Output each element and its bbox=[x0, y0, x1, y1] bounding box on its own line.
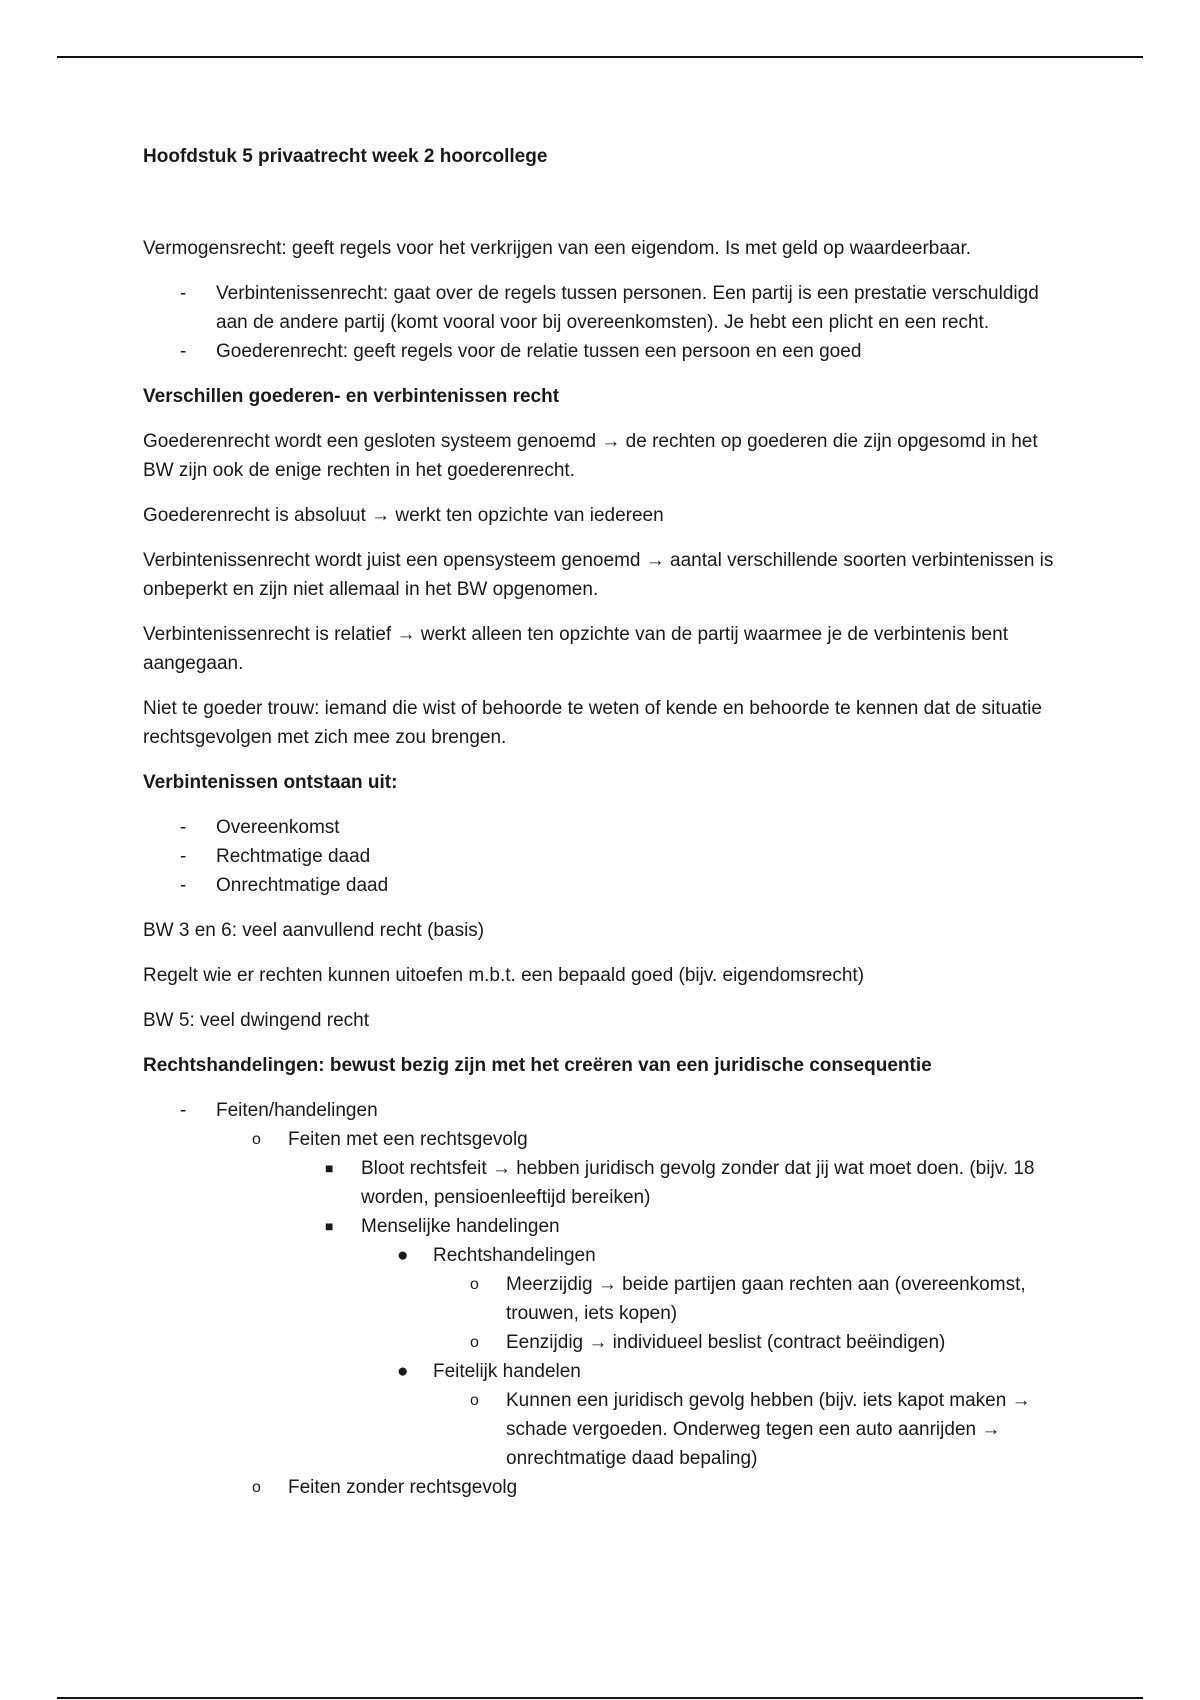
circle-marker: o bbox=[470, 1334, 479, 1351]
paragraph-relatief: Verbintenissenrecht is relatief → werkt alleen ten opzichte van de partij waarmee je de verbintenis bent aangegaan. bbox=[143, 624, 1008, 674]
paragraph-vermogensrecht: Vermogensrecht: geeft regels voor het verkrijgen van een eigendom. Is met geld op waardeerbaar. bbox=[143, 238, 972, 259]
circle-marker: o bbox=[252, 1131, 261, 1148]
paragraph-gesloten: Goederenrecht wordt een gesloten systeem genoemd → de rechten op goederen die zijn opgesomd in het BW zijn ook de enige rechten in het goederenrecht. bbox=[143, 431, 1038, 481]
list-item: o Meerzijdig → beide partijen gaan rechten aan (overeenkomst, trouwen, iets kopen) bbox=[143, 1270, 1073, 1328]
list-item: o Eenzijdig → individueel beslist (contract beëindigen) bbox=[143, 1328, 1073, 1357]
dash-marker: - bbox=[180, 341, 187, 362]
list-item: o Kunnen een juridisch gevolg hebben (bijv. iets kapot maken → schade vergoeden. Onderweg tegen een auto aanrijden → onrechtmatige daad bepaling) bbox=[143, 1386, 1073, 1473]
list-item: o Feiten met een rechtsgevolg bbox=[143, 1125, 1073, 1154]
list-item: ■ Bloot rechtsfeit → hebben juridisch gevolg zonder dat jij wat moet doen. (bijv. 18 worden, pensioenleeftijd bereiken) bbox=[143, 1154, 1073, 1212]
list-item: ■ Menselijke handelingen bbox=[143, 1212, 1073, 1241]
square-marker: ■ bbox=[325, 1218, 334, 1234]
list-item: - Rechtmatige daad bbox=[143, 842, 1073, 871]
dash-marker: - bbox=[180, 846, 187, 867]
list-item: - Feiten/handelingen bbox=[143, 1096, 1073, 1125]
circle-marker: o bbox=[470, 1392, 479, 1409]
circle-marker: o bbox=[252, 1479, 261, 1496]
paragraph-trouw: Niet te goeder trouw: iemand die wist of behoorde te weten of kende en behoorde te kennen dat de situatie rechtsgevolgen met zich mee zou brengen. bbox=[143, 698, 1042, 748]
dash-marker: - bbox=[180, 283, 187, 304]
header-rule bbox=[57, 56, 1143, 58]
outline-list bbox=[143, 1096, 1073, 1502]
dash-marker: - bbox=[180, 1100, 187, 1121]
dash-marker: - bbox=[180, 875, 187, 896]
list-ontstaan bbox=[143, 813, 1073, 900]
paragraph-regelt: Regelt wie er rechten kunnen uitoefen m.b.t. een bepaald goed (bijv. eigendomsrecht) bbox=[143, 965, 865, 986]
list-item: o Feiten zonder rechtsgevolg bbox=[143, 1473, 1073, 1502]
list-item: - Goederenrecht: geeft regels voor de relatie tussen een persoon en een goed bbox=[143, 337, 1073, 366]
list-rechtsgebieden bbox=[143, 279, 1073, 366]
paragraph-open: Verbintenissenrecht wordt juist een opensysteem genoemd → aantal verschillende soorten verbintenissen is onbeperkt en zijn niet allemaal in het BW opgenomen. bbox=[143, 550, 1054, 600]
list-item: ● Rechtshandelingen bbox=[143, 1241, 1073, 1270]
list-item: - Verbintenissenrecht: gaat over de regels tussen personen. Een partij is een prestatie verschuldigd aan de andere partij (komt vooral voor bij overeenkomsten). Je hebt een plicht en een recht. bbox=[143, 279, 1073, 337]
dash-marker: - bbox=[180, 817, 187, 838]
circle-marker: o bbox=[470, 1276, 479, 1293]
square-marker: ■ bbox=[325, 1160, 334, 1176]
list-item: - Overeenkomst bbox=[143, 813, 1073, 842]
document-page bbox=[143, 142, 1073, 1518]
paragraph-bw36: BW 3 en 6: veel aanvullend recht (basis) bbox=[143, 920, 485, 941]
bullet-marker: ● bbox=[397, 1245, 409, 1266]
paragraph-bw5: BW 5: veel dwingend recht bbox=[143, 1010, 370, 1031]
heading-rechtshandelingen: Rechtshandelingen: bewust bezig zijn met het creëren van een juridische consequentie bbox=[143, 1055, 932, 1076]
page-title: Hoofdstuk 5 privaatrecht week 2 hoorcollege bbox=[143, 146, 548, 167]
heading-ontstaan: Verbintenissen ontstaan uit: bbox=[143, 772, 398, 793]
bullet-marker: ● bbox=[397, 1361, 409, 1382]
paragraph-absoluut: Goederenrecht is absoluut → werkt ten opzichte van iedereen bbox=[143, 505, 664, 526]
list-item: - Onrechtmatige daad bbox=[143, 871, 1073, 900]
list-item: ● Feitelijk handelen bbox=[143, 1357, 1073, 1386]
footer-rule bbox=[57, 1697, 1143, 1699]
heading-verschillen: Verschillen goederen- en verbintenissen recht bbox=[143, 386, 560, 407]
